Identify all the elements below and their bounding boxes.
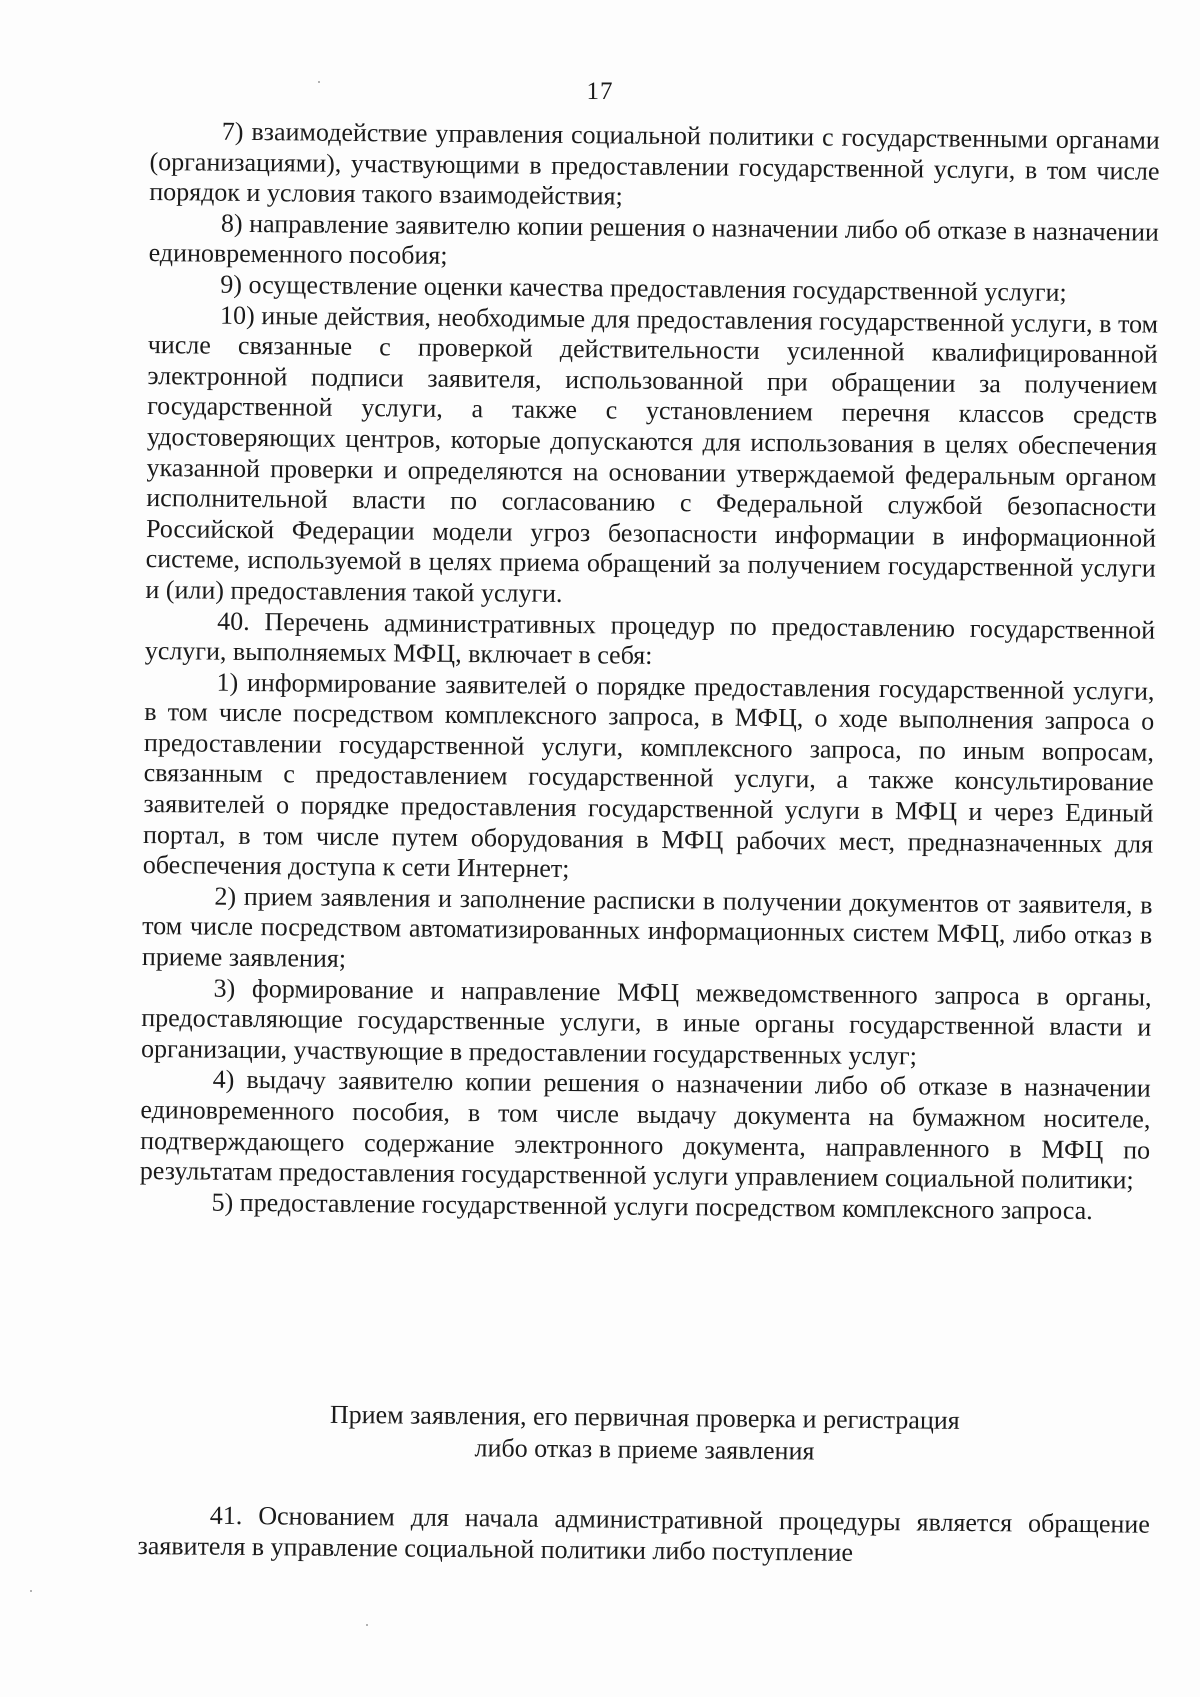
scan-speck	[366, 1624, 368, 1626]
clause-41: 41. Основанием для начала административной процедуры является обращение заявителя в управление социальной политики либо поступление	[137, 1500, 1150, 1567]
body-text-top	[139, 116, 1160, 1227]
body-text-bottom	[137, 1500, 1150, 1571]
section-heading-line-2: либо отказ в приеме заявления	[474, 1433, 815, 1466]
page-number: 17	[586, 78, 614, 105]
mfc-item-2: 2) прием заявления и заполнение расписки в получении документов от заявителя, в том числе посредством автоматизированных информационных систем МФЦ, либо отказ в приеме заявления;	[141, 881, 1153, 973]
list-item-9: 9) осуществление оценки качества предоставления государственной услуги;	[220, 269, 1067, 307]
clause-40: 40. Перечень административных процедур по предоставлению государственной услуги, выполняемых МФЦ, включает в себя:	[144, 606, 1156, 670]
mfc-item-3: 3) формирование и направление МФЦ межведомственного запроса в органы, предоставляющие государственные услуги, в иные органы государственной власти и организации, участвующие в предоставлении государственных услуг;	[140, 973, 1152, 1071]
list-item-10: 10) иные действия, необходимые для предоставления государственной услуги, в том числе связанные с проверкой действительности усиленной квалифицированной электронной подписи заявителя, использованной при обращении за получением государственной услуги, а также с установлением перечня классов средств удостоверяющих центров, которые допускаются для использования в целях обеспечения указанной проверки и определяются на основании утверждаемой федеральным органом исполнительной власти по согласованию с Федеральной службой безопасности Российской Федерации модели угроз безопасности информации в информационной системе, используемой в целях приема обращений за получением государственной услуги и (или) предоставления такой услуги.	[145, 300, 1159, 608]
scan-speck	[318, 81, 320, 83]
list-item-8: 8) направление заявителю копии решения о назначении либо об отказе в назначении единовременного пособия;	[148, 208, 1160, 271]
scan-speck	[30, 1590, 32, 1592]
mfc-item-4: 4) выдачу заявителю копии решения о назначении либо об отказе в назначении единовременного пособия, в том числе выдачу документа на бумажном носителе, подтверждающего содержание электронного документа, направленного в МФЦ по результатам предоставления государственной услуги управлением социальной политики;	[139, 1065, 1151, 1195]
section-heading-line-1: Прием заявления, его первичная проверка и регистрация	[329, 1399, 960, 1435]
mfc-item-5: 5) предоставление государственной услуги посредством комплексного запроса.	[211, 1187, 1093, 1225]
list-item-7: 7) взаимодействие управления социальной политики с государственными органами (организациями), участвующими в предоставлении государственной услуги, в том числе порядок и условия такого взаимодействия;	[149, 116, 1160, 211]
section-heading	[139, 1397, 1150, 1471]
mfc-item-1: 1) информирование заявителей о порядке предоставления государственной услуги, в том числе посредством комплексного запроса, в МФЦ, о ходе выполнения запроса о предоставлении государственной услуги, комплексного запроса, по иным вопросам, связанным с предоставлением государственной услуги, а также консультирование заявителей о порядке предоставления государственной услуги в МФЦ и через Единый портал, в том числе путем оборудования в МФЦ рабочих мест, предназначенных для обеспечения доступа к сети Интернет;	[142, 667, 1155, 884]
